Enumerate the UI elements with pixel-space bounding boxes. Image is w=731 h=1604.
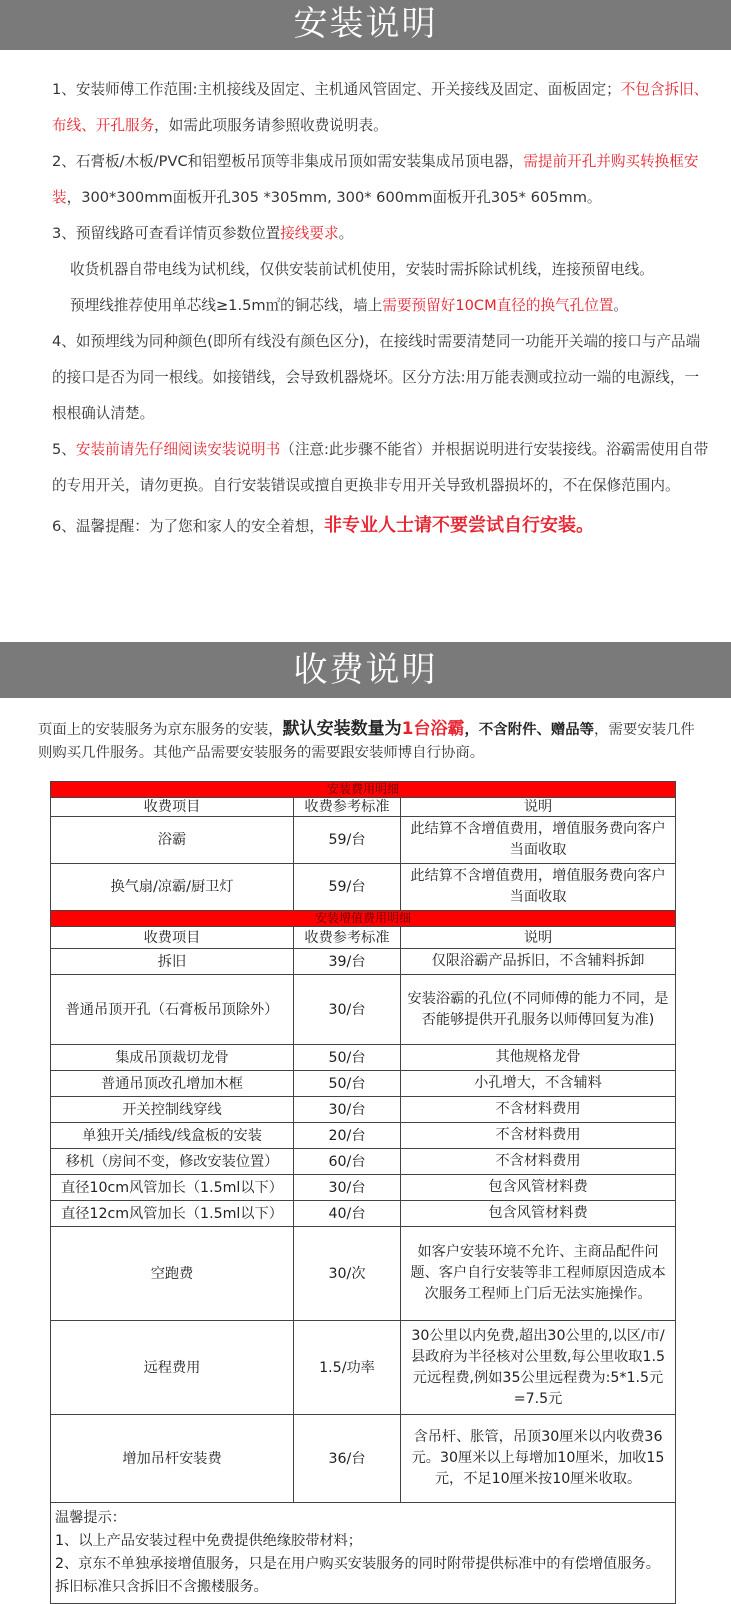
install-item-2-highlight: 需提前开孔并购买转换框安装 xyxy=(52,153,699,206)
install-item-4: 4、如预埋线为同种颜色(即所有线没有颜色区分)，在接线时需要清楚同一功能开关端的接口与产品端的接口是否为同一根线。如接错线，会导致机器烧坏。区分方法:用万能表测或拉动一端的电源线，一根根确认清楚。 xyxy=(52,333,701,422)
fee-price: 30/台 xyxy=(294,1175,401,1201)
fee-header-row xyxy=(51,798,676,817)
fee-table xyxy=(50,781,676,1604)
fee-price: 20/台 xyxy=(294,1123,401,1149)
fee-price: 30/次 xyxy=(294,1227,401,1321)
install-item-1-text-end: ，如需此项服务请参照收费说明表。 xyxy=(154,117,388,134)
fee-price: 30/台 xyxy=(294,1097,401,1123)
tips-row xyxy=(51,1503,676,1604)
install-item-6 xyxy=(52,508,712,545)
fee-price: 1.5/功率 xyxy=(294,1321,401,1415)
fee-price: 60/台 xyxy=(294,1149,401,1175)
fee-price: 36/台 xyxy=(294,1415,401,1503)
table-row xyxy=(51,1045,676,1071)
fee-header-item: 收费项目 xyxy=(51,798,294,817)
tips-item-1: 1、以上产品安装过程中免费提供绝缘胶带材料； xyxy=(55,1533,362,1549)
table-row xyxy=(51,1123,676,1149)
table-row xyxy=(51,1321,676,1415)
fee-desc: 安装浴霸的孔位(不同师傅的能力不同，是否能够提供开孔服务以师傅回复为准) xyxy=(401,975,676,1045)
table-row xyxy=(51,1201,676,1227)
table-row xyxy=(51,1415,676,1503)
table-row xyxy=(51,1227,676,1321)
fee-item: 增加吊杆安装费 xyxy=(51,1415,294,1503)
install-item-3-text: 3、预留线路可查看详情页参数位置 xyxy=(52,225,281,242)
fee-desc: 不含材料费用 xyxy=(401,1149,676,1175)
tips-cell xyxy=(51,1503,676,1604)
fee-desc: 包含风管材料费 xyxy=(401,1201,676,1227)
install-item-2 xyxy=(52,144,712,216)
install-item-5-highlight: 安装前请先仔细阅读安装说明书 xyxy=(75,441,281,458)
install-item-5-number: 5、 xyxy=(52,441,76,458)
fee-section-basic xyxy=(51,782,676,798)
fee-item: 开关控制线穿线 xyxy=(51,1097,294,1123)
tips-item-2: 2、京东不单独承接增值服务，只是在用户购买安装服务的同时附带提供标准中的有偿增值服务。拆旧标准只含拆旧不含搬楼服务。 xyxy=(55,1556,660,1595)
install-item-1-highlight: 不包含拆旧、布线、开孔服务 xyxy=(52,81,709,134)
fee-item: 拆旧 xyxy=(51,949,294,975)
install-item-3 xyxy=(52,216,712,252)
fee-item: 移机（房间不变，修改安装位置） xyxy=(51,1149,294,1175)
fee-item: 普通吊顶开孔（石膏板吊顶除外） xyxy=(51,975,294,1045)
fee-header-price: 收费参考标准 xyxy=(294,798,401,817)
install-section-title: 安装说明 xyxy=(293,4,438,44)
fee-item: 直径10cm风管加长（1.5ml以下） xyxy=(51,1175,294,1201)
install-item-3-note-2-text: 预埋线推荐使用单芯线≥1.5m㎡的铜芯线，墙上 xyxy=(70,297,383,314)
install-item-3-note-1: 收货机器自带电线为试机线，仅供安装前试机使用，安装时需拆除试机线，连接预留电线。 xyxy=(70,261,654,278)
table-row xyxy=(51,1149,676,1175)
table-row xyxy=(51,949,676,975)
table-row xyxy=(51,1175,676,1201)
table-row xyxy=(51,817,676,864)
fee-intro xyxy=(38,718,708,765)
install-section-banner xyxy=(0,0,731,50)
fee-item: 直径12cm风管加长（1.5ml以下） xyxy=(51,1201,294,1227)
table-row xyxy=(51,975,676,1045)
install-item-6-text: 6、温馨提醒：为了您和家人的安全着想， xyxy=(52,518,324,535)
fee-item: 浴霸 xyxy=(51,817,294,864)
fee-desc: 仅限浴霸产品拆旧，不含辅料拆卸 xyxy=(401,949,676,975)
fee-desc: 其他规格龙骨 xyxy=(401,1045,676,1071)
install-item-5-text: （注意:此步骤不能省）并根据说明进行安装接线。浴霸需使用自带的专用开关，请勿更换。自行安装错误或擅自更换非专用开关导致机器损坏的，不在保修范围内。 xyxy=(52,441,709,494)
fee-intro-comma: ， xyxy=(464,722,479,738)
fee-price: 59/台 xyxy=(294,864,401,911)
fee-section-extra-title: 安装增值费用明细 xyxy=(51,911,676,927)
tips-title: 温馨提示： xyxy=(55,1510,126,1526)
fee-desc: 30公里以内免费,超出30公里的,以区/市/县政府为半径核对公里数,每公里收取1.5元远程费,例如35公里远程费为:5*1.5元=7.5元 xyxy=(401,1321,676,1415)
install-item-3-note-2-highlight: 需要预留好10CM直径的换气孔位置 xyxy=(382,297,614,314)
fee-desc: 包含风管材料费 xyxy=(401,1175,676,1201)
fee-price: 59/台 xyxy=(294,817,401,864)
fee-price: 40/台 xyxy=(294,1201,401,1227)
fee-desc: 如客户安装环境不允许、主商品配件问题、客户自行安装等非工程师原因造成本次服务工程师上门后无法实施操作。 xyxy=(401,1227,676,1321)
fee-intro-default-qty: 默认安装数量为 xyxy=(282,719,402,739)
fee-intro-exclusions: 不含附件、赠品等 xyxy=(478,722,595,738)
fee-item: 普通吊顶改孔增加木框 xyxy=(51,1071,294,1097)
fee-section-banner xyxy=(0,642,731,698)
install-item-3-note-2 xyxy=(52,288,712,324)
fee-item: 单独开关/插线/线盒板的安装 xyxy=(51,1123,294,1149)
fee-section-basic-title: 安装费用明细 xyxy=(51,782,676,798)
install-item-3-highlight: 接线要求 xyxy=(280,225,339,242)
fee-intro-text: 页面上的安装服务为京东服务的安装， xyxy=(38,722,283,738)
fee-desc: 不含材料费用 xyxy=(401,1097,676,1123)
install-item-1 xyxy=(52,72,712,144)
fee-intro-qty-highlight: 1台浴霸 xyxy=(401,719,465,739)
install-item-3-note-2-text-end: 。 xyxy=(613,297,629,314)
install-instructions xyxy=(52,72,712,545)
install-item-1-text: 1、安装师傅工作范围:主机接线及固定、主机通风管固定、开关接线及固定、面板固定； xyxy=(52,81,621,98)
install-item-2-text-end: ，300*300mm面板开孔305 *305mm, 300* 600mm面板开孔305* 605mm。 xyxy=(66,189,602,206)
install-item-5 xyxy=(52,432,712,504)
table-row xyxy=(51,1097,676,1123)
fee-desc: 此结算不含增值费用，增值服务费向客户当面收取 xyxy=(401,817,676,864)
install-item-3-text-end: 。 xyxy=(338,225,354,242)
table-row xyxy=(51,864,676,911)
fee-price: 50/台 xyxy=(294,1071,401,1097)
fee-header-desc: 说明 xyxy=(401,927,676,949)
fee-desc: 小孔增大，不含辅料 xyxy=(401,1071,676,1097)
fee-desc: 此结算不含增值费用，增值服务费向客户当面收取 xyxy=(401,864,676,911)
install-item-6-warning: 非专业人士请不要尝试自行安装。 xyxy=(323,515,594,536)
fee-desc: 含吊杆、胀管，吊顶30厘米以内收费36元。30厘米以上每增加10厘米，加收15元，不足10厘米按10厘米收取。 xyxy=(401,1415,676,1503)
fee-header-row xyxy=(51,927,676,949)
fee-item: 空跑费 xyxy=(51,1227,294,1321)
install-item-2-text: 2、石膏板/木板/PVC和铝塑板吊顶等非集成吊顶如需安装集成吊顶电器， xyxy=(52,153,524,170)
fee-header-desc: 说明 xyxy=(401,798,676,817)
fee-price: 50/台 xyxy=(294,1045,401,1071)
fee-price: 39/台 xyxy=(294,949,401,975)
fee-header-price: 收费参考标准 xyxy=(294,927,401,949)
fee-item: 换气扇/凉霸/厨卫灯 xyxy=(51,864,294,911)
fee-item: 远程费用 xyxy=(51,1321,294,1415)
fee-price: 30/台 xyxy=(294,975,401,1045)
fee-desc: 不含材料费用 xyxy=(401,1123,676,1149)
fee-section-extra xyxy=(51,911,676,927)
table-row xyxy=(51,1071,676,1097)
fee-item: 集成吊顶裁切龙骨 xyxy=(51,1045,294,1071)
fee-intro-text-end: ，需要安装几件则购买几件服务。其他产品需要安装服务的需要跟安装师博自行协商。 xyxy=(38,722,695,761)
fee-header-item: 收费项目 xyxy=(51,927,294,949)
fee-section-title: 收费说明 xyxy=(293,650,438,690)
